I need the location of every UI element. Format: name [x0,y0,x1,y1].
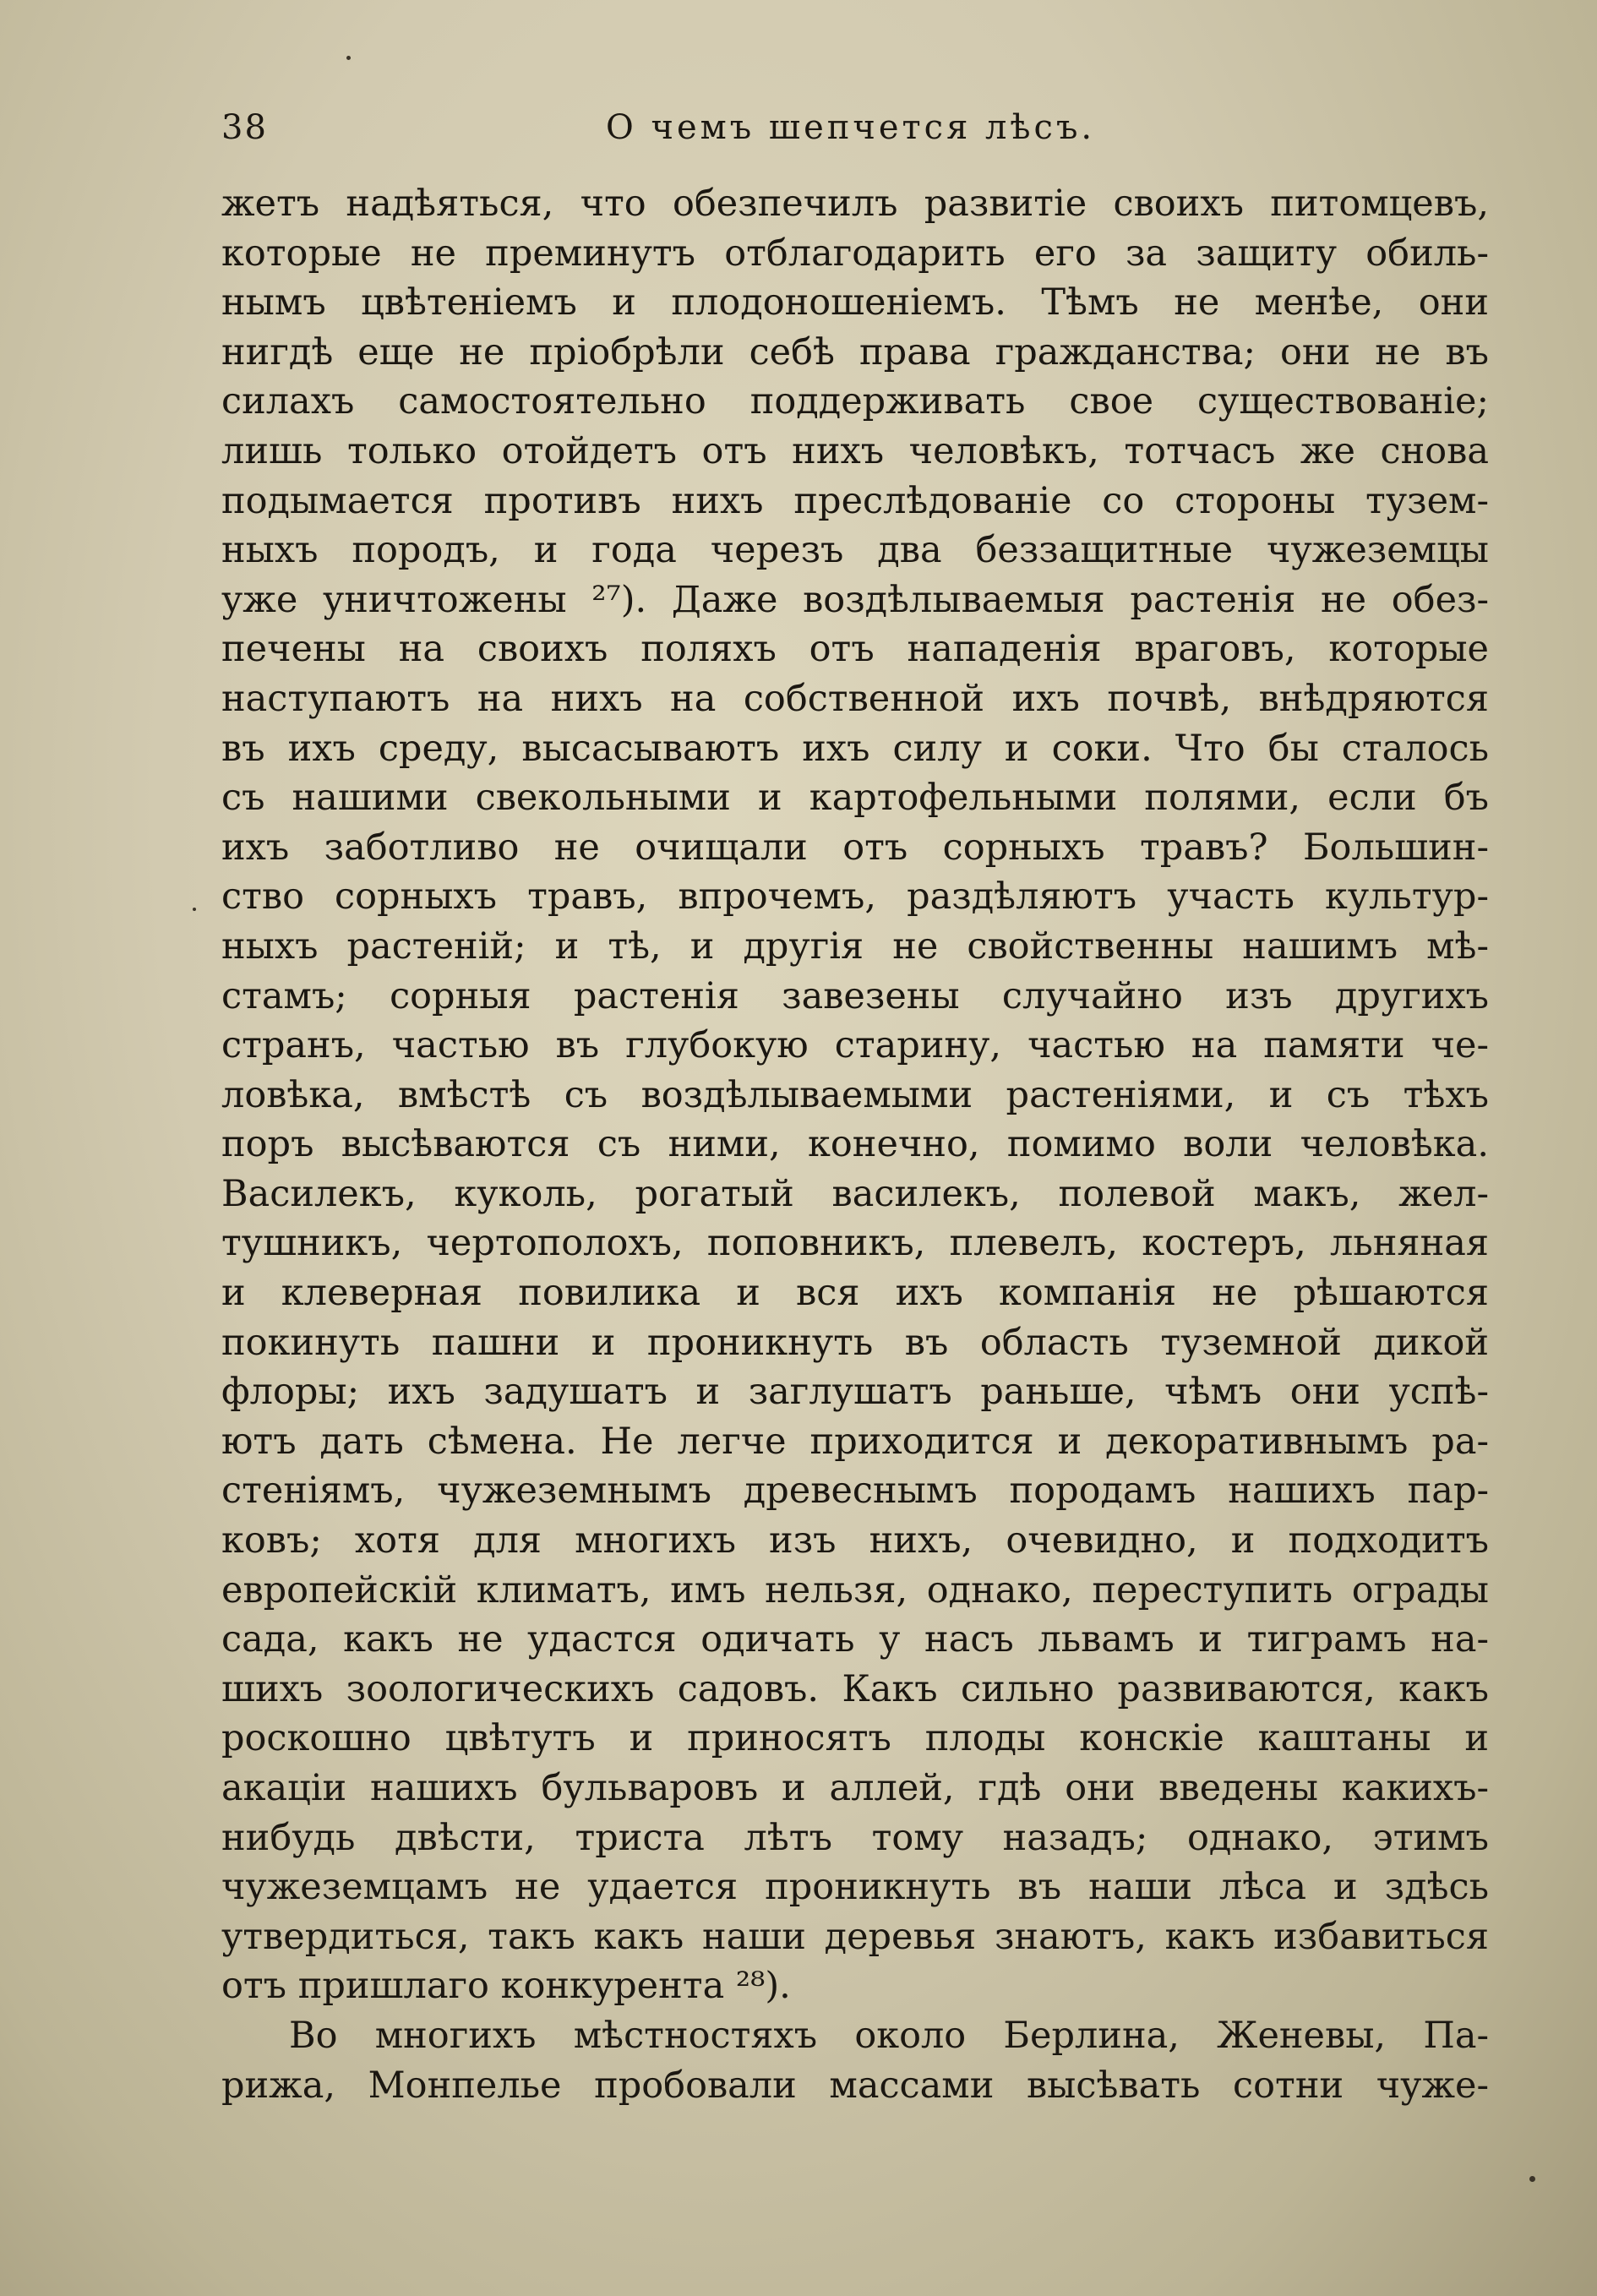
text-line: Василекъ, куколь, рогатый василекъ, полевой макъ, жел- [221,1172,1489,1215]
text-line: жетъ надѣяться, что обезпечилъ развитіе своихъ питомцевъ, [221,183,1489,225]
text-line: тушникъ, чертополохъ, поповникъ, плевелъ, костеръ, льняная [221,1222,1489,1265]
paper-speck [346,56,351,60]
text-line: шихъ зоологическихъ садовъ. Какъ сильно развиваются, какъ [221,1667,1489,1710]
text-line: европейскій климатъ, имъ нельзя, однако, переступить ограды [221,1568,1489,1612]
text-line: подымается противъ нихъ преслѣдованіе со стороны тузем- [221,479,1489,522]
running-title: О чемъ шепчется лѣсъ. [606,108,1096,147]
text-line: лишь только отойдетъ отъ нихъ человѣкъ, тотчасъ же снова [221,429,1489,472]
body-text [221,179,1489,2110]
page-header [221,108,1489,159]
paper-speck [1529,2176,1535,2182]
text-line: сада, какъ не удастся одичать у насъ львамъ и тиграмъ на- [221,1618,1489,1661]
text-line: ныхъ растеній; и тѣ, и другія не свойственны нашимъ мѣ- [221,924,1489,968]
text-line: нибудь двѣсти, триста лѣтъ тому назадъ; однако, этимъ [221,1816,1489,1859]
paper-speck [193,908,196,911]
text-line: ковъ; хотя для многихъ изъ нихъ, очевидно, и подходитъ [221,1519,1489,1562]
text-line: ихъ заботливо не очищали отъ сорныхъ травъ? Большин- [221,826,1489,869]
text-line: въ ихъ среду, высасываютъ ихъ силу и соки. Что бы сталось [221,727,1489,770]
text-line: печены на своихъ поляхъ отъ нападенія враговъ, которые [221,628,1489,671]
text-line: ство сорныхъ травъ, впрочемъ, раздѣляютъ участь культур- [221,875,1489,919]
text-line: ныхъ породъ, и года черезъ два беззащитные чужеземцы [221,529,1489,572]
text-line: роскошно цвѣтутъ и приносятъ плоды конскіе каштаны и [221,1717,1489,1760]
text-line: ловѣка, вмѣстѣ съ воздѣлываемыми растеніями, и съ тѣхъ [221,1073,1489,1116]
text-line: которые не преминутъ отблагодарить его за защиту обиль- [221,232,1489,275]
text-line-paragraph-end: отъ пришлаго конкурента ²⁸). [221,1965,791,2008]
text-line-paragraph-start: Во многихъ мѣстностяхъ около Берлина, Женевы, Па- [289,2014,1489,2057]
text-line: рижа, Монпелье пробовали массами высѣвать сотни чуже- [221,2064,1489,2107]
text-line: утвердиться, такъ какъ наши деревья знаютъ, какъ избавиться [221,1915,1489,1958]
text-line: уже уничтожены ²⁷). Даже воздѣлываемыя растенія не обез- [221,578,1489,621]
text-line: нигдѣ еще не пріобрѣли себѣ права гражданства; они не въ [221,330,1489,374]
text-line: силахъ самостоятельно поддерживать свое существованіе; [221,380,1489,423]
text-line: наступаютъ на нихъ на собственной ихъ почвѣ, внѣдряются [221,677,1489,720]
text-line: нымъ цвѣтеніемъ и плодоношеніемъ. Тѣмъ не менѣе, они [221,281,1489,324]
text-line: покинуть пашни и проникнуть въ область туземной дикой [221,1321,1489,1364]
text-line: ютъ дать сѣмена. Не легче приходится и декоративнымъ ра- [221,1420,1489,1463]
text-line: стамъ; сорныя растенія завезены случайно изъ другихъ [221,974,1489,1017]
text-line: стеніямъ, чужеземнымъ древеснымъ породамъ нашихъ пар- [221,1470,1489,1513]
text-line: съ нашими свекольными и картофельными полями, если бъ [221,777,1489,820]
text-line: странъ, частью въ глубокую старину, частью на памяти че- [221,1024,1489,1067]
text-line: флоры; ихъ задушатъ и заглушатъ раньше, чѣмъ они успѣ- [221,1371,1489,1414]
text-line: акаціи нашихъ бульваровъ и аллей, гдѣ они введены какихъ- [221,1767,1489,1809]
text-line: поръ высѣваются съ ними, конечно, помимо воли человѣка. [221,1123,1489,1166]
text-line: чужеземцамъ не удается проникнуть въ наши лѣса и здѣсь [221,1866,1489,1909]
page-number: 38 [221,108,268,147]
text-line: и клеверная повилика и вся ихъ компанія не рѣшаются [221,1272,1489,1315]
